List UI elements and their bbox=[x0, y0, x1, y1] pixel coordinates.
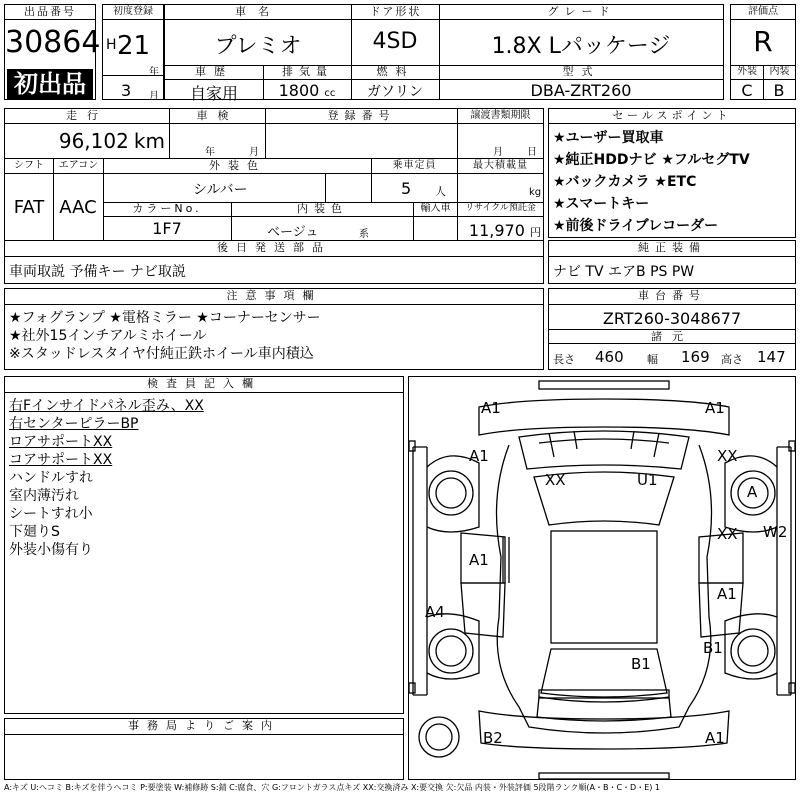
grade: 1.8X Lパッケージ bbox=[491, 34, 671, 59]
displacement: 1800 bbox=[278, 81, 320, 100]
mileage-unit: km bbox=[133, 129, 165, 153]
inspector-line: 右Fインサイドパネル歪み、XX bbox=[9, 398, 204, 414]
history: 自家用 bbox=[189, 84, 238, 103]
interior-color: ベージュ bbox=[267, 225, 319, 240]
mileage: 96,102 bbox=[58, 129, 129, 153]
length: 460 bbox=[595, 348, 624, 366]
transfer-day-unit: 日 bbox=[527, 147, 537, 158]
inspector-line: 下廻りS bbox=[9, 524, 60, 540]
score-label: 評価点 bbox=[731, 5, 795, 20]
office-label: 事務局よりご案内 bbox=[5, 719, 403, 735]
width-label: 幅 bbox=[647, 353, 658, 366]
damage-mark: A1 bbox=[469, 551, 489, 569]
damage-mark: XX bbox=[545, 471, 566, 489]
notes-label: 注意事項欄 bbox=[5, 289, 543, 305]
inspector-line: 室内薄汚れ bbox=[9, 488, 79, 504]
grade-label: グレード bbox=[439, 5, 723, 20]
capacity-label: 乗車定員 bbox=[371, 159, 457, 174]
note-line: ★フォグランプ ★電格ミラー ★コーナーセンサー bbox=[9, 310, 321, 326]
ext-label: 外装 bbox=[731, 65, 763, 80]
inspector-line: 右センターピラーBP bbox=[9, 416, 139, 432]
equipment-label: 純正装備 bbox=[549, 241, 795, 257]
recycle-label: リサイクル預託金 bbox=[457, 202, 543, 217]
details-box bbox=[4, 108, 544, 284]
inspector-box bbox=[4, 376, 404, 714]
first-reg-year: 21 bbox=[117, 31, 151, 61]
car-name: プレミオ bbox=[214, 34, 302, 59]
displacement-unit: cc bbox=[324, 88, 336, 99]
displacement-label: 排気量 bbox=[263, 65, 351, 80]
inspector-label: 検査員記入欄 bbox=[5, 377, 403, 393]
shift: FAT bbox=[13, 197, 45, 218]
lot-label: 出品番号 bbox=[5, 5, 95, 20]
selling-point-line: ★純正HDDナビ ★フルセグTV bbox=[553, 152, 750, 168]
recycle-unit: 円 bbox=[530, 226, 541, 239]
selling-points-label: セールスポイント bbox=[549, 109, 795, 124]
year-unit: 年 bbox=[149, 67, 159, 78]
chassis-number: ZRT260-3048677 bbox=[602, 309, 742, 328]
recycle-fee: 11,970 bbox=[468, 221, 525, 240]
month-unit: 月 bbox=[149, 91, 159, 102]
later-parts: 車両取説 予備キー ナビ取説 bbox=[9, 264, 186, 280]
mileage-label: 走行 bbox=[5, 109, 169, 124]
interior-color-suffix: 系 bbox=[359, 229, 369, 240]
int-label: 内装 bbox=[763, 65, 795, 80]
ext-grade: C bbox=[741, 81, 753, 100]
era: H bbox=[106, 37, 117, 53]
selling-point-line: ★前後ドライブレコーダー bbox=[553, 218, 719, 234]
transfer-month-unit: 月 bbox=[493, 147, 503, 158]
first-listing-badge: 初出品 bbox=[7, 69, 93, 99]
note-line: ★社外15インチアルミホイール bbox=[9, 328, 207, 344]
import-label: 輸入車 bbox=[413, 202, 457, 217]
car-info-box bbox=[164, 4, 724, 103]
height: 147 bbox=[757, 348, 786, 366]
color-value: シルバー bbox=[193, 182, 248, 198]
int-grade: B bbox=[773, 81, 785, 100]
door-label: ドア形状 bbox=[351, 5, 439, 20]
inspection-label: 車検 bbox=[169, 109, 265, 124]
damage-mark: A bbox=[747, 483, 758, 501]
inspection-month-unit: 月 bbox=[249, 147, 259, 158]
fuel-label: 燃料 bbox=[351, 65, 439, 80]
transfer-label: 譲渡書類期限 bbox=[457, 109, 543, 124]
notes-box bbox=[4, 288, 544, 370]
damage-mark: W2 bbox=[763, 523, 788, 541]
damage-mark: XX bbox=[717, 447, 738, 465]
load-label: 最大積載量 bbox=[457, 159, 543, 174]
reg-no-label: 登録番号 bbox=[265, 109, 457, 124]
inspector-line: コアサポートXX bbox=[9, 452, 113, 468]
selling-point-line: ★スマートキー bbox=[553, 196, 650, 212]
load-unit: kg bbox=[529, 187, 542, 198]
car-diagram-box bbox=[408, 376, 796, 780]
score-box bbox=[730, 4, 796, 100]
spec-label: 諸元 bbox=[549, 329, 795, 344]
length-label: 長さ bbox=[553, 353, 575, 366]
inspector-line: ハンドルすれ bbox=[9, 470, 93, 486]
selling-point-line: ★ユーザー買取車 bbox=[553, 130, 664, 146]
chassis-label: 車台番号 bbox=[549, 289, 795, 305]
model-label: 型式 bbox=[439, 65, 723, 80]
damage-mark: B2 bbox=[483, 729, 503, 747]
damage-mark: A1 bbox=[705, 399, 725, 417]
car-name-label: 車名 bbox=[165, 5, 351, 20]
legend: A:キズ U:ヘコミ B:キズを伴うヘコミ P:要塗装 W:補修跡 S:錆 C:腐食、穴 G:フロントガラス点キズ XX:交換済み X:要交換 欠:欠品 内装・外装評価 5段階ランク順(A・B・C・D・E) 1 bbox=[4, 783, 661, 792]
interior-color-label: 内装色 bbox=[231, 202, 413, 217]
width: 169 bbox=[681, 348, 710, 366]
inspector-line: ロアサポートXX bbox=[9, 434, 113, 450]
damage-mark: A1 bbox=[481, 399, 501, 417]
selling-point-line: ★バックカメラ ★ETC bbox=[553, 174, 697, 190]
damage-mark: A4 bbox=[425, 603, 445, 621]
damage-mark: B1 bbox=[703, 639, 723, 657]
color-no: 1F7 bbox=[152, 219, 182, 238]
shift-label: シフト bbox=[5, 159, 53, 174]
first-reg-month: 3 bbox=[121, 81, 132, 100]
first-reg-label: 初度登録 bbox=[103, 5, 163, 20]
model-code: DBA-ZRT260 bbox=[530, 81, 632, 100]
damage-mark: A1 bbox=[705, 729, 725, 747]
inspector-line: シートすれ小 bbox=[9, 506, 93, 522]
later-parts-label: 後日発送部品 bbox=[5, 240, 543, 257]
damage-mark: U1 bbox=[637, 471, 658, 489]
lot-number: 30864 bbox=[5, 25, 101, 60]
ac: AAC bbox=[59, 197, 97, 218]
chassis-box bbox=[548, 288, 796, 370]
office-box bbox=[4, 718, 404, 780]
fuel: ガソリン bbox=[367, 84, 423, 100]
car-diagram bbox=[409, 377, 795, 779]
inspector-line: 外装小傷有り bbox=[9, 542, 93, 558]
damage-mark: XX bbox=[717, 525, 738, 543]
capacity-unit: 人 bbox=[435, 185, 446, 198]
note-line: ※スタッドレスタイヤ付純正鉄ホイール車内積込 bbox=[9, 346, 314, 362]
history-label: 車歴 bbox=[165, 65, 263, 80]
color-no-label: カラーNo. bbox=[103, 202, 231, 217]
selling-points-box bbox=[548, 108, 796, 238]
score: R bbox=[753, 25, 773, 58]
door-type: 4SD bbox=[372, 29, 418, 54]
color-label: 外装色 bbox=[103, 159, 371, 174]
ac-label: エアコン bbox=[53, 159, 103, 174]
equipment-box bbox=[548, 240, 796, 284]
damage-mark: A1 bbox=[469, 447, 489, 465]
inspection-year-unit: 年 bbox=[205, 147, 215, 158]
capacity: 5 bbox=[401, 179, 412, 198]
equipment: ナビ TV エアB PS PW bbox=[553, 264, 695, 280]
lot-box bbox=[4, 4, 101, 100]
damage-mark: A1 bbox=[717, 585, 737, 603]
height-label: 高さ bbox=[721, 353, 743, 366]
damage-mark: B1 bbox=[631, 655, 651, 673]
first-reg-box bbox=[102, 4, 164, 100]
